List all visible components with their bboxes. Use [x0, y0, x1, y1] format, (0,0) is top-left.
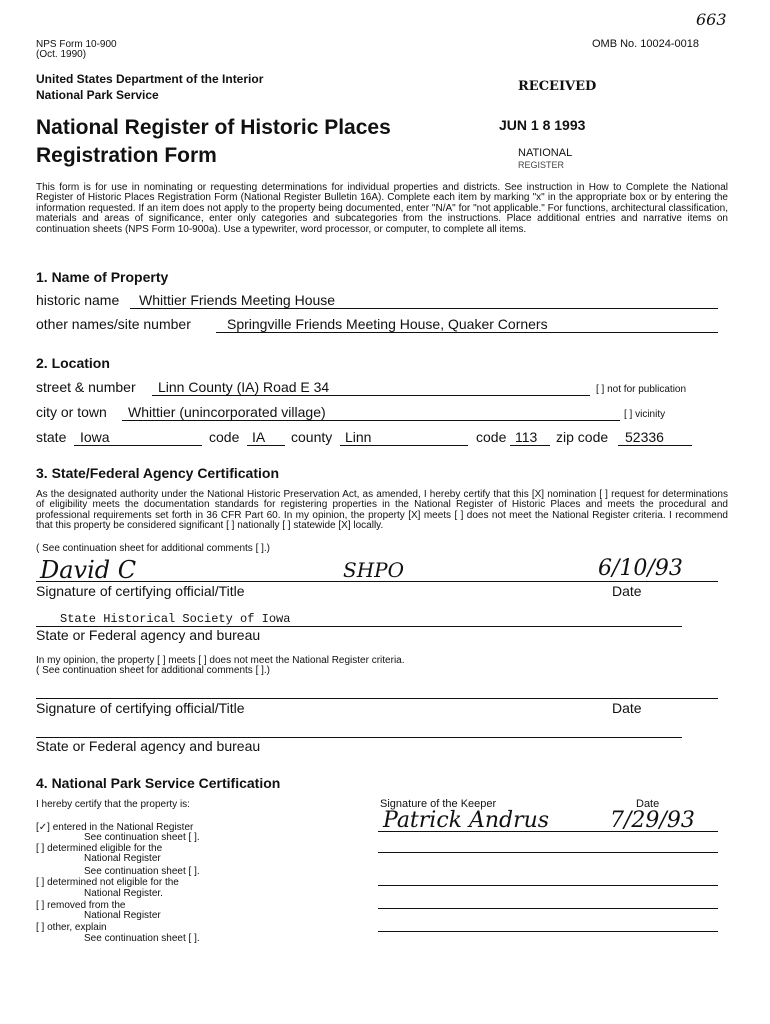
omb-number: OMB No. 10024-0018 — [592, 38, 700, 50]
option-eligible: [ ] determined eligible for the — [36, 843, 163, 854]
state-code-line — [247, 445, 285, 446]
service-name: National Park Service — [36, 88, 159, 102]
street-label: street & number — [36, 379, 136, 395]
agency-label: State or Federal agency and bureau — [36, 627, 261, 643]
historic-name-line — [130, 308, 718, 309]
county-value: Linn — [345, 429, 372, 445]
street-line — [152, 395, 590, 396]
received-stamp: RECEIVED — [518, 79, 597, 94]
certification-continuation: ( See continuation sheet for additional comments [ ].) — [36, 543, 271, 554]
option-not-eligible: [ ] determined not eligible for the — [36, 877, 179, 888]
page-title: National Register of Historic Places — [36, 116, 391, 139]
county-code-value: 113 — [515, 429, 538, 445]
county-code-label: code — [476, 429, 507, 445]
state-code-label: code — [209, 429, 240, 445]
keeper-line-5 — [378, 931, 718, 932]
opinion-text: In my opinion, the property [ ] meets [ ] does not meet the National Register criteria. — [36, 655, 405, 666]
option-eligible-continuation: See continuation sheet [ ]. — [84, 866, 200, 877]
agency-label-2: State or Federal agency and bureau — [36, 738, 261, 754]
not-for-publication: [ ] not for publication — [596, 384, 687, 395]
option-other: [ ] other, explain — [36, 922, 107, 933]
date-label: Date — [612, 583, 642, 599]
street-value: Linn County (IA) Road E 34 — [158, 379, 330, 395]
option-other-continuation: See continuation sheet [ ]. — [84, 933, 200, 944]
zip-value: 52336 — [625, 429, 664, 445]
department-name: United States Department of the Interior — [36, 72, 264, 86]
section-1-heading: 1. Name of Property — [36, 269, 169, 285]
state-line — [74, 445, 202, 446]
city-line — [122, 420, 620, 421]
signature-handwriting: David C — [40, 556, 137, 584]
other-names-line — [216, 332, 718, 333]
signature-label: Signature of certifying official/Title — [36, 583, 245, 599]
option-removed-register: National Register — [84, 910, 161, 921]
option-not-eligible-register: National Register. — [84, 888, 163, 899]
date-label-2: Date — [612, 700, 642, 716]
vicinity: [ ] vicinity — [624, 409, 666, 420]
state-code-value: IA — [252, 429, 266, 445]
historic-name-value: Whittier Friends Meeting House — [139, 292, 336, 308]
county-line — [340, 445, 468, 446]
certify-statement: I hereby certify that the property is: — [36, 799, 190, 810]
county-code-line — [510, 445, 550, 446]
corner-mark: 663 — [696, 10, 727, 29]
section-4-heading: 4. National Park Service Certification — [36, 775, 281, 791]
zip-line — [618, 445, 692, 446]
certification-paragraph: As the designated authority under the National Historic Preservation Act, as amended, I hereby certify that this [X] nomination [ ] request for determinations of eligibility meets the documentation standards for registering properties in the National Register of Historic Places and meets the procedural and professional requirements set forth in 36 CFR Part 60. In my opinion, the property [X] meets [ ] does not meet the National Register criteria. I recommend that this property be considered significant [ ] nationally [ ] statewide [X] locally. — [36, 489, 728, 532]
keeper-label: Signature of the Keeper — [380, 798, 497, 810]
state-value: Iowa — [80, 429, 110, 445]
keeper-line-3 — [378, 885, 718, 886]
shpo-handwriting: SHPO — [343, 558, 404, 582]
other-names-value: Springville Friends Meeting House, Quaker Corners — [227, 316, 548, 332]
instructions-paragraph: This form is for use in nominating or requesting determinations for individual properties and districts. See instruction in How to Complete the National Register of Historic Places Registration Form (National Register Bulletin 16A). Complete each item by marking "x" in the appropriate box or by entering the information requested. If an item does not apply to the property being documented, enter "N/A" for "not applicable." For functions, architectural classification, materials and areas of significance, enter only categories and subcategories from the instructions. Place additional entries and narrative items on continuation sheets (NPS Form 10-900a). Use a typewriter, word processor, or computer, to complete all items. — [36, 182, 728, 235]
zip-label: zip code — [556, 429, 609, 445]
county-label: county — [291, 429, 333, 445]
keeper-signature: Patrick Andrus — [383, 808, 550, 833]
opinion-continuation: ( See continuation sheet for additional comments [ ].) — [36, 665, 271, 676]
section-2-heading: 2. Location — [36, 355, 110, 371]
state-label: state — [36, 429, 67, 445]
other-names-label: other names/site number — [36, 316, 191, 332]
form-date: (Oct. 1990) — [36, 49, 87, 60]
signature-line — [36, 581, 718, 582]
keeper-line-1 — [378, 831, 718, 832]
section-3-heading: 3. State/Federal Agency Certification — [36, 465, 279, 481]
option-entered: [✓] entered in the National Register — [36, 822, 194, 833]
historic-name-label: historic name — [36, 292, 120, 308]
stamp-line-1: NATIONAL — [518, 147, 573, 159]
option-eligible-register: National Register — [84, 853, 161, 864]
signature-label-2: Signature of certifying official/Title — [36, 700, 245, 716]
option-removed: [ ] removed from the — [36, 900, 126, 911]
keeper-line-2 — [378, 852, 718, 853]
city-label: city or town — [36, 404, 107, 420]
received-date: JUN 1 8 1993 — [499, 117, 586, 133]
keeper-date: 7/29/93 — [610, 808, 695, 833]
option-entered-continuation: See continuation sheet [ ]. — [84, 832, 200, 843]
stamp-line-2: REGISTER — [518, 160, 565, 168]
form-number: NPS Form 10-900 — [36, 39, 117, 50]
city-value: Whittier (unincorporated village) — [128, 404, 326, 420]
keeper-line-4 — [378, 908, 718, 909]
keeper-date-label: Date — [636, 798, 660, 810]
signature-line-2 — [36, 698, 718, 699]
page-subtitle: Registration Form — [36, 144, 217, 167]
date-handwriting: 6/10/93 — [598, 556, 683, 581]
agency-typed: State Historical Society of Iowa — [60, 612, 291, 626]
